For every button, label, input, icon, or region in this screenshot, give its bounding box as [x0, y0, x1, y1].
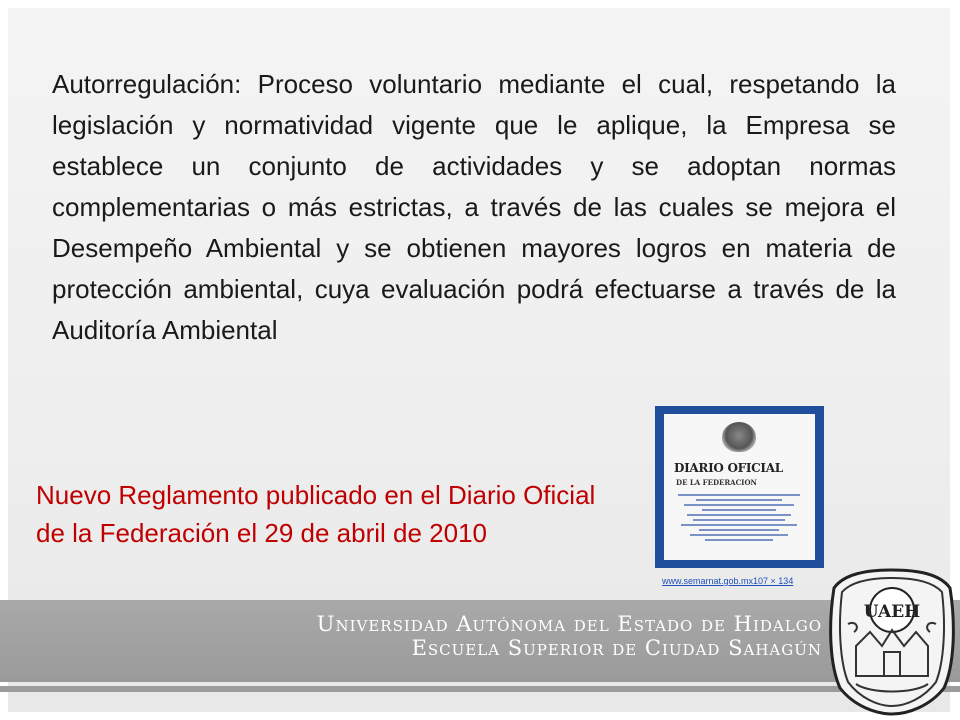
- image-source-link[interactable]: www.semarnat.gob.mx107 × 134: [662, 576, 794, 586]
- national-emblem-icon: [722, 422, 756, 452]
- thumbnail-title: DIARIO OFICIAL: [674, 461, 783, 475]
- seal-lettering: UAEH: [863, 602, 921, 622]
- diario-oficial-thumbnail: [655, 406, 824, 568]
- thumbnail-subtitle: DE LA FEDERACION: [676, 478, 757, 487]
- university-seal-icon: [826, 566, 958, 716]
- footer-divider: [0, 686, 960, 692]
- school-name: Escuela Superior de Ciudad Sahagún: [411, 636, 822, 660]
- university-name: Universidad Autónoma del Estado de Hidalgo: [316, 612, 822, 636]
- thumbnail-text-lines: [678, 494, 800, 544]
- thumbnail-page: [664, 414, 815, 560]
- regulation-notice: Nuevo Reglamento publicado en el Diario Oficial de la Federación el 29 de abril de 2010: [36, 480, 596, 548]
- definition-text: Autorregulación: Proceso voluntario mediante el cual, respetando la legislación y normatividad vigente que le aplique, la Empresa se establece un conjunto de actividades y se adoptan normas complementarias o más estrictas, a través de las cuales se mejora el Desempeño Ambiental y se obtienen mayores logros en materia de protección ambiental, cuya evaluación podrá efectuarse a través de la Auditoría Ambiental: [52, 69, 896, 345]
